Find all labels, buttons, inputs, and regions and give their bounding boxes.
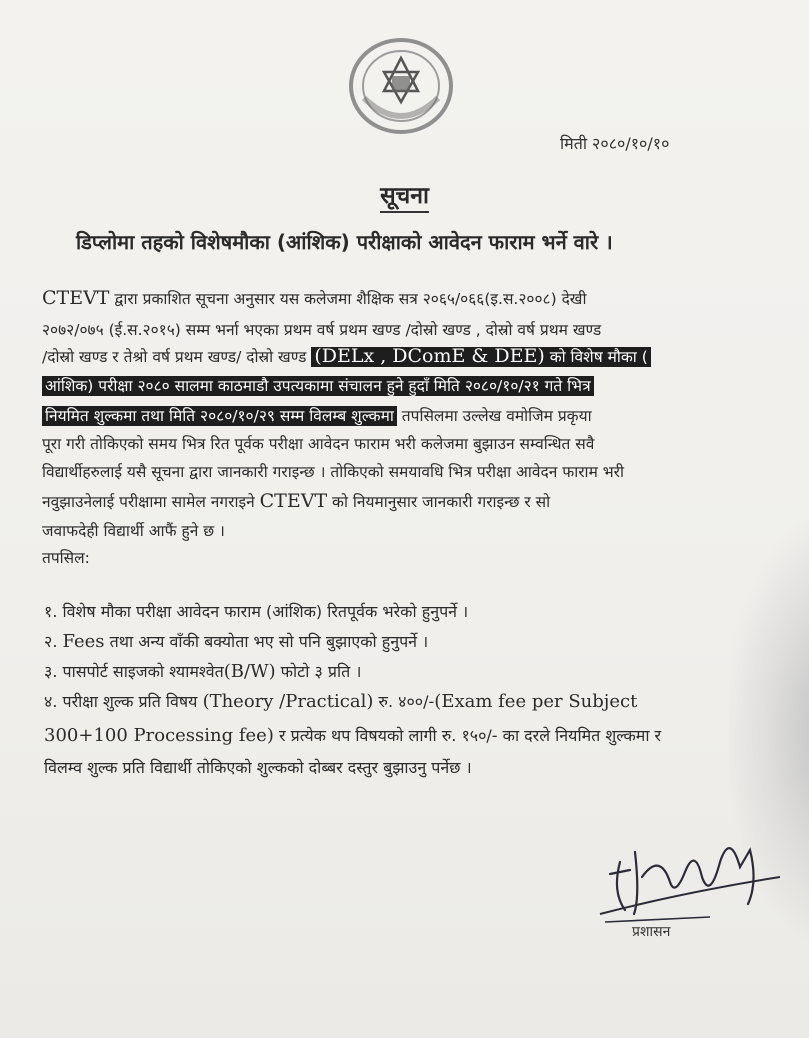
highlighted-text: आंशिक) परीक्षा २०८० सालमा काठमाडौ उपत्यकामा संचालन हुने हुदाँ मिति २०८०/१०/२१ गते भित्र (42, 376, 594, 396)
item-text: र प्रत्येक थप विषयको लागी रु. १५०/- का दरले नियमित शुल्कमा र (273, 726, 662, 745)
body-text: तपसिलमा उल्लेख वमोजिम प्रकृया (396, 407, 592, 425)
body-line-2: २०७२/०७५ (ई.स.२०१५) सम्म भर्ना भएका प्रथम वर्ष प्रथम खण्ड /दोस्रो खण्ड , दोस्रो वर्ष प्रथम खण्ड (42, 321, 602, 339)
signatory-title: प्रशासन (632, 924, 671, 940)
item-number: २. (44, 632, 63, 651)
body-text: /दोस्रो खण्ड र तेश्रो वर्ष प्रथम खण्ड/ दोस्रो खण्ड (42, 348, 312, 366)
notice-subject: डिप्लोमा तहको विशेषमौका (आंशिक) परीक्षाको आवेदन फाराम भर्ने वारे । (76, 230, 613, 254)
list-item-4-cont (44, 724, 661, 746)
item-text: ३. पासपोर्ट साइजको श्यामश्वेत (44, 662, 224, 681)
body-line-7: विद्यार्थीहरुलाई यसै सूचना द्वारा जानकारी गराइन्छ । तोकिएको समयावधि भित्र परीक्षा आवेदन फाराम भरी (42, 463, 625, 481)
notice-title (0, 178, 809, 210)
ctevt-text: CTEVT (42, 287, 110, 309)
body-line-3 (42, 345, 651, 367)
theory-practical-text: (Theory /Practical) (202, 691, 374, 712)
item-text: तथा अन्य वाँकी बक्योता भए सो पनि बुझाएको हुनुपर्ने । (104, 632, 429, 651)
signature (590, 822, 790, 932)
body-text: द्वारा प्रकाशित सूचना अनुसार यस कलेजमा शैक्षिक सत्र २०६५/०६६(इ.स.२००८) देखी (109, 290, 587, 308)
list-item-1: १. विशेष मौका परीक्षा आवेदन फाराम (आंशिक) रितपूर्वक भरेको हुनुपर्ने । (44, 602, 469, 621)
body-line-1 (42, 287, 587, 309)
processing-fee-text: 300+100 Processing fee) (44, 725, 274, 746)
exam-fee-text: (Exam fee per Subject (434, 691, 638, 712)
ctevt-text: CTEVT (259, 490, 328, 512)
list-item-2 (44, 630, 428, 652)
fees-text: Fees (62, 631, 105, 652)
bw-text: (B/W) (223, 661, 276, 682)
fee-amount: रु. ४००/- (373, 692, 435, 711)
body-line-6: पूरा गरी तोकिएको समय भित्र रित पूर्वक परीक्षा आवेदन फाराम भरी कलेजमा बुझाउन सम्वन्धित सवै (42, 435, 595, 453)
notice-date: मिती २०८०/१०/१० (560, 134, 670, 153)
body-line-8 (42, 490, 550, 512)
title-text: सूचना (380, 183, 429, 213)
body-line-4 (42, 374, 594, 396)
item-text: फोटो ३ प्रति । (275, 662, 362, 681)
item-text: ४. परीक्षा शुल्क प्रति विषय (44, 692, 203, 711)
body-text: को नियमानुसार जानकारी गराइन्छ र सो (327, 493, 551, 511)
body-line-5 (42, 404, 592, 426)
highlighted-text: नियमित शुल्कमा तथा मिति २०८०/१०/२९ सम्म विलम्ब शुल्कमा (42, 406, 397, 426)
list-item-4-cont2: विलम्व शुल्क प्रति विद्यार्थी तोकिएको शुल्कको दोब्बर दस्तुर बुझाउनु पर्नेछ । (44, 758, 472, 777)
college-seal (346, 36, 456, 136)
program-names: (DELx , DComE & DEE) (314, 345, 545, 367)
list-item-4 (44, 690, 637, 712)
tapsil-label: तपसिल: (42, 549, 90, 567)
highlight-text: को विशेष मौका ( (544, 348, 648, 366)
body-line-9: जवाफदेही विद्यार्थी आफैं हुने छ । (42, 522, 225, 540)
highlighted-text (311, 347, 650, 367)
body-text: नवुझाउनेलाई परीक्षामा सामेल नगराइने (42, 493, 260, 511)
list-item-3 (44, 660, 361, 682)
